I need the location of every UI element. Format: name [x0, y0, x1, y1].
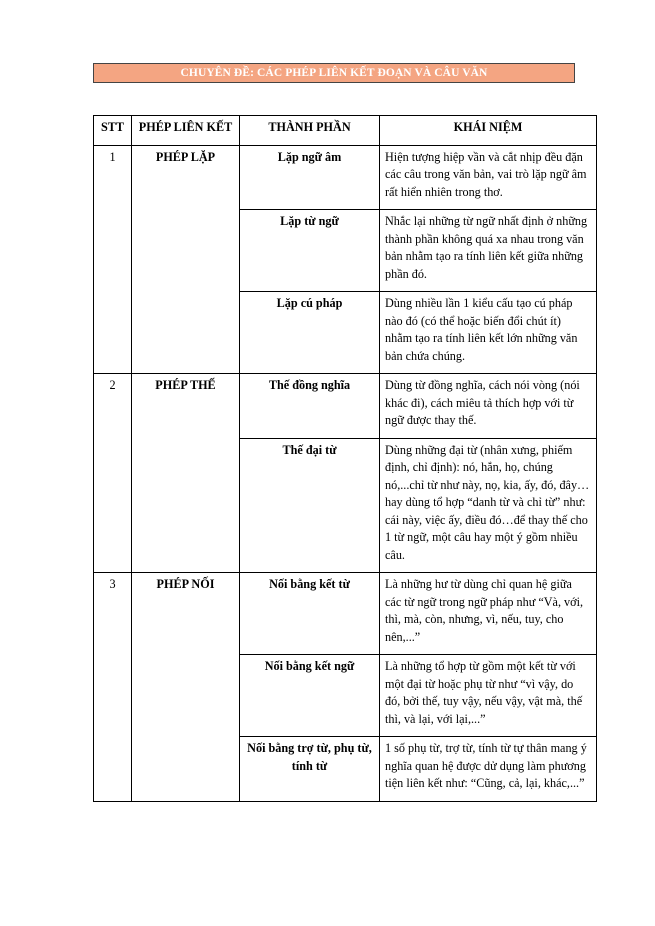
- header-type: PHÉP LIÊN KẾT: [132, 116, 240, 146]
- concept-text: Là những hư từ dùng chỉ quan hệ giữa các từ ngữ trong ngữ pháp như “Và, với, thì, mà, còn, nhưng, vì, nếu, tuy, cho nên,...”: [380, 573, 597, 655]
- component-name: Thế đại từ: [240, 438, 380, 573]
- cohesion-type: PHÉP NỐI: [132, 573, 240, 802]
- cohesion-type: PHÉP THẾ: [132, 374, 240, 573]
- component-name: Nối bằng kết từ: [240, 573, 380, 655]
- table-header-row: [94, 116, 597, 146]
- concept-text: 1 số phụ từ, trợ từ, tính từ tự thân mang ý nghĩa quan hệ được dử dụng làm phương tiện liên kết như: “Cũng, cả, lại, khác,...”: [380, 737, 597, 802]
- header-stt: STT: [94, 116, 132, 146]
- concept-text: Nhắc lại những từ ngữ nhất định ở những thành phần không quá xa nhau trong văn bản nhằm tạo ra tính liên kết giữa những phần đó.: [380, 210, 597, 292]
- cohesion-type: PHÉP LẶP: [132, 145, 240, 374]
- cohesion-table: [93, 115, 597, 802]
- group-number: 3: [94, 573, 132, 802]
- header-concept: KHÁI NIỆM: [380, 116, 597, 146]
- component-name: Nối bằng trợ từ, phụ từ, tính từ: [240, 737, 380, 802]
- concept-text: Là những tổ hợp từ gồm một kết từ với một đại từ hoặc phụ từ như “vì vậy, do đó, bởi thế, tuy vậy, nếu vậy, vật mà, thế thì, và lại, với lại,...”: [380, 655, 597, 737]
- concept-text: Dùng những đại từ (nhân xưng, phiếm định, chỉ định): nó, hắn, họ, chúng nó,...chỉ từ như này, nọ, kia, ấy, đó, đây… hay dùng tổ hợp “danh từ và chỉ từ” như: cái này, việc ấy, điều đó…để thay thế cho 1 từ ngữ, một câu hay một ý gồm nhiều câu.: [380, 438, 597, 573]
- table-row: [94, 145, 597, 210]
- table-row: [94, 374, 597, 439]
- component-name: Lặp từ ngữ: [240, 210, 380, 292]
- table-row: [94, 573, 597, 655]
- group-number: 2: [94, 374, 132, 573]
- group-number: 1: [94, 145, 132, 374]
- component-name: Lặp cú pháp: [240, 292, 380, 374]
- concept-text: Dùng nhiều lần 1 kiểu cấu tạo cú pháp nào đó (có thể hoặc biến đổi chút ít) nhằm tạo ra tính liên kết lớn những văn bản chứa chúng.: [380, 292, 597, 374]
- document-title: CHUYÊN ĐỀ: CÁC PHÉP LIÊN KẾT ĐOẠN VÀ CÂU VĂN: [93, 63, 575, 83]
- component-name: Lặp ngữ âm: [240, 145, 380, 210]
- component-name: Nối bằng kết ngữ: [240, 655, 380, 737]
- concept-text: Hiện tượng hiệp vần và cắt nhịp đều đặn các câu trong văn bản, vai trò lặp ngữ âm rất hiển nhiên trong thơ.: [380, 145, 597, 210]
- concept-text: Dùng từ đồng nghĩa, cách nói vòng (nói khác đi), cách miêu tả thích hợp với từ ngữ được thay thế.: [380, 374, 597, 439]
- component-name: Thế đồng nghĩa: [240, 374, 380, 439]
- header-component: THÀNH PHẦN: [240, 116, 380, 146]
